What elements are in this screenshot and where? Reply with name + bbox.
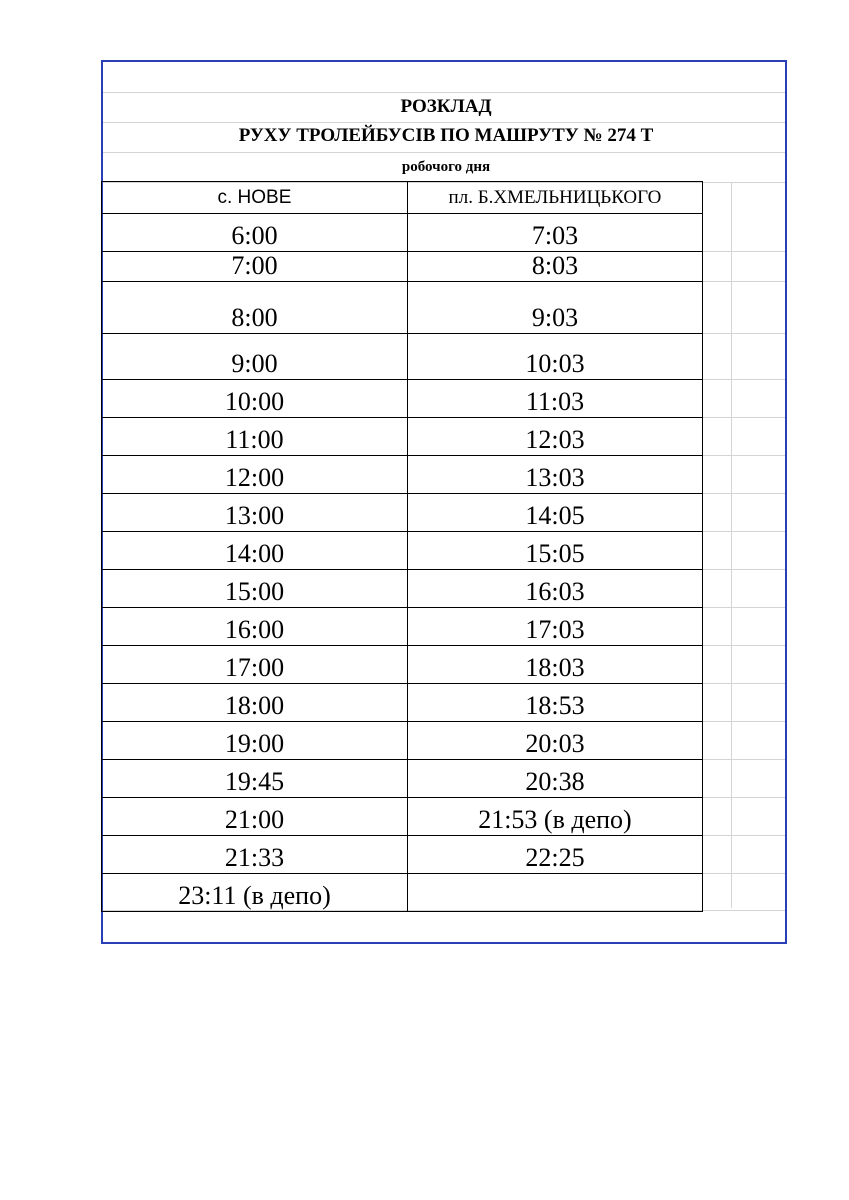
day-type-label: робочого дня <box>401 159 491 175</box>
departure-khmelnytskoho: 9:03 <box>407 282 702 334</box>
column-header-nove: с. НОВЕ <box>102 182 408 214</box>
departure-khmelnytskoho: 22:25 <box>407 836 702 874</box>
departure-nove: 18:00 <box>102 684 408 722</box>
schedule-title: РОЗКЛАД <box>400 96 492 117</box>
departure-nove: 7:00 <box>102 252 408 282</box>
table-row <box>102 334 703 380</box>
departure-nove: 14:00 <box>102 532 408 570</box>
gridline <box>103 152 785 153</box>
departure-nove: 11:00 <box>102 418 408 456</box>
table-row <box>102 874 703 912</box>
departure-nove: 21:00 <box>102 798 408 836</box>
table-row <box>102 380 703 418</box>
table-row <box>102 494 703 532</box>
departure-khmelnytskoho: 12:03 <box>407 418 702 456</box>
departure-khmelnytskoho: 14:05 <box>407 494 702 532</box>
departure-khmelnytskoho <box>407 874 702 912</box>
departure-khmelnytskoho: 13:03 <box>407 456 702 494</box>
table-row <box>102 252 703 282</box>
departure-khmelnytskoho: 17:03 <box>407 608 702 646</box>
departure-khmelnytskoho: 10:03 <box>407 334 702 380</box>
departure-nove: 19:00 <box>102 722 408 760</box>
departure-nove: 16:00 <box>102 608 408 646</box>
table-row <box>102 570 703 608</box>
table-row <box>102 646 703 684</box>
departure-nove: 6:00 <box>102 214 408 252</box>
table-row <box>102 456 703 494</box>
departure-nove: 17:00 <box>102 646 408 684</box>
departure-khmelnytskoho: 15:05 <box>407 532 702 570</box>
gridline <box>103 122 785 123</box>
departure-khmelnytskoho: 18:03 <box>407 646 702 684</box>
table-row <box>102 214 703 252</box>
gridline <box>731 182 732 908</box>
departure-khmelnytskoho: 21:53 (в депо) <box>407 798 702 836</box>
departure-khmelnytskoho: 16:03 <box>407 570 702 608</box>
departure-khmelnytskoho: 7:03 <box>407 214 702 252</box>
table-row <box>102 684 703 722</box>
table-row <box>102 722 703 760</box>
departure-nove: 23:11 (в депо) <box>102 874 408 912</box>
table-row <box>102 282 703 334</box>
gridline <box>103 92 785 93</box>
departure-nove: 8:00 <box>102 282 408 334</box>
departure-nove: 15:00 <box>102 570 408 608</box>
departure-nove: 21:33 <box>102 836 408 874</box>
departure-khmelnytskoho: 18:53 <box>407 684 702 722</box>
departure-khmelnytskoho: 20:03 <box>407 722 702 760</box>
timetable <box>101 181 703 912</box>
departure-nove: 10:00 <box>102 380 408 418</box>
departure-khmelnytskoho: 11:03 <box>407 380 702 418</box>
departure-nove: 12:00 <box>102 456 408 494</box>
departure-nove: 9:00 <box>102 334 408 380</box>
table-row <box>102 760 703 798</box>
table-row <box>102 798 703 836</box>
departure-khmelnytskoho: 8:03 <box>407 252 702 282</box>
departure-khmelnytskoho: 20:38 <box>407 760 702 798</box>
timetable-header-row <box>102 182 703 214</box>
departure-nove: 13:00 <box>102 494 408 532</box>
departure-nove: 19:45 <box>102 760 408 798</box>
table-row <box>102 836 703 874</box>
table-row <box>102 532 703 570</box>
route-subtitle: РУХУ ТРОЛЕЙБУСІВ ПО МАШРУТУ № 274 Т <box>238 125 654 146</box>
column-header-khmelnytskoho: пл. Б.ХМЕЛЬНИЦЬКОГО <box>407 182 702 214</box>
table-row <box>102 608 703 646</box>
table-row <box>102 418 703 456</box>
